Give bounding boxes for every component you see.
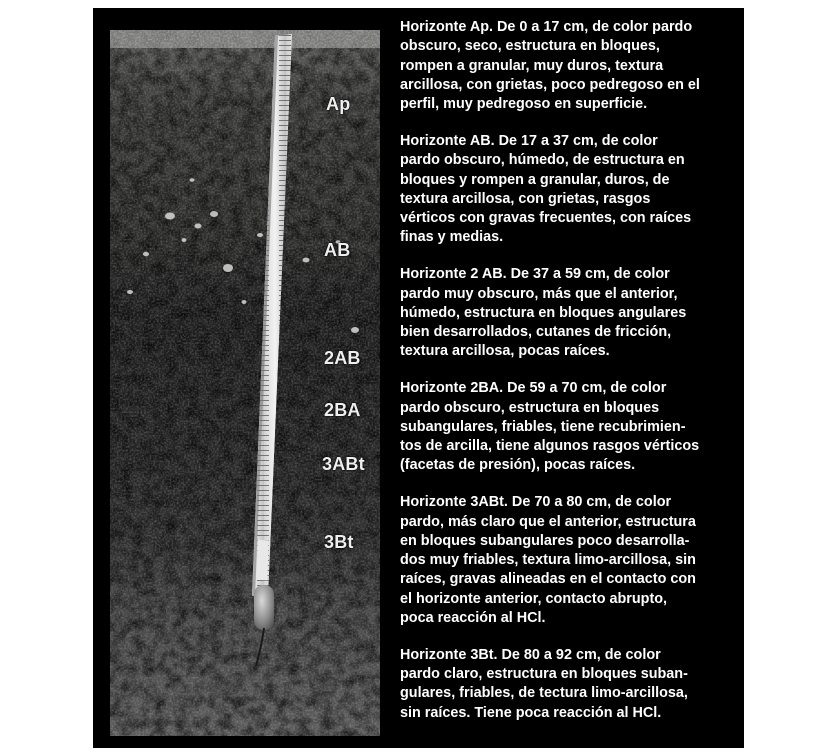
text-line: Horizonte 3Bt. De 80 a 92 cm, de color: [400, 646, 661, 663]
horizon-label-ap: Ap: [326, 94, 351, 114]
plumb-weight: [254, 585, 274, 630]
text-line: vérticos con gravas frecuentes, con raíces: [400, 210, 692, 227]
text-line: Horizonte 2BA. De 59 a 70 cm, de color: [400, 380, 667, 397]
text-line: textura arcillosa, pocas raíces.: [400, 343, 610, 360]
text-line: Horizonte 2 AB. De 37 a 59 cm, de color: [400, 266, 670, 283]
description-ap: [400, 18, 730, 114]
text-line: gulares, friables, de tectura limo-arcillosa,: [400, 685, 688, 702]
text-line: (facetas de presión), pocas raíces.: [400, 457, 636, 474]
description-2ab: [400, 265, 730, 361]
text-line: pardo obscuro, húmedo, de estructura en: [400, 152, 685, 169]
text-line: tos de arcilla, tiene algunos rasgos vérticos: [400, 438, 700, 455]
horizon-label-2ba: 2BA: [324, 400, 361, 420]
description-3abt: [400, 493, 730, 628]
horizon-label-ab: AB: [324, 240, 351, 260]
text-line: textura arcillosa, con grietas, rasgos: [400, 190, 651, 207]
description-2ba: [400, 379, 730, 475]
text-line: raíces, gravas alineadas en el contacto con: [400, 571, 696, 588]
text-line: pardo obscuro, estructura en bloques: [400, 399, 660, 416]
text-line: bien desarrollados, cutanes de fricción,: [400, 324, 672, 341]
text-line: poca reacción al HCl.: [400, 610, 546, 627]
horizon-label-3abt: 3ABt: [322, 454, 365, 474]
text-line: subangulares, friables, tiene recubrimien-: [400, 418, 686, 435]
text-line: Horizonte Ap. De 0 a 17 cm, de color pardo: [400, 19, 693, 35]
horizon-label-3bt: 3Bt: [324, 532, 354, 552]
horizon-label-2ab: 2AB: [324, 348, 361, 368]
text-line: rompen a granular, muy duros, textura: [400, 57, 664, 74]
text-line: bloques y rompen a granular, duros, de: [400, 171, 670, 188]
soil-profile-photo: [110, 30, 380, 736]
text-line: en bloques subangulares poco desarrolla-: [400, 532, 690, 549]
text-line: finas y medias.: [400, 229, 504, 246]
text-line: perfil, muy pedregoso en superficie.: [400, 96, 648, 113]
text-line: pardo claro, estructura en bloques suban-: [400, 666, 688, 683]
horizon-descriptions: [400, 18, 730, 741]
text-line: pardo muy obscuro, más que el anterior,: [400, 285, 678, 302]
description-3bt: [400, 646, 730, 723]
text-line: pardo, más claro que el anterior, estructura: [400, 513, 696, 530]
text-line: Horizonte AB. De 17 a 37 cm, de color: [400, 132, 658, 149]
text-line: arcillosa, con grietas, poco pedregoso en el: [400, 76, 700, 93]
description-ab: [400, 132, 730, 248]
text-line: el horizonte anterior, contacto abrupto,: [400, 590, 668, 607]
text-line: obscuro, seco, estructura en bloques,: [400, 38, 660, 55]
text-line: dos muy friables, textura limo-arcillosa, sin: [400, 552, 696, 569]
text-line: sin raíces. Tiene poca reacción al HCl.: [400, 704, 662, 721]
text-line: húmedo, estructura en bloques angulares: [400, 304, 687, 321]
text-line: Horizonte 3ABt. De 70 a 80 cm, de color: [400, 494, 672, 511]
